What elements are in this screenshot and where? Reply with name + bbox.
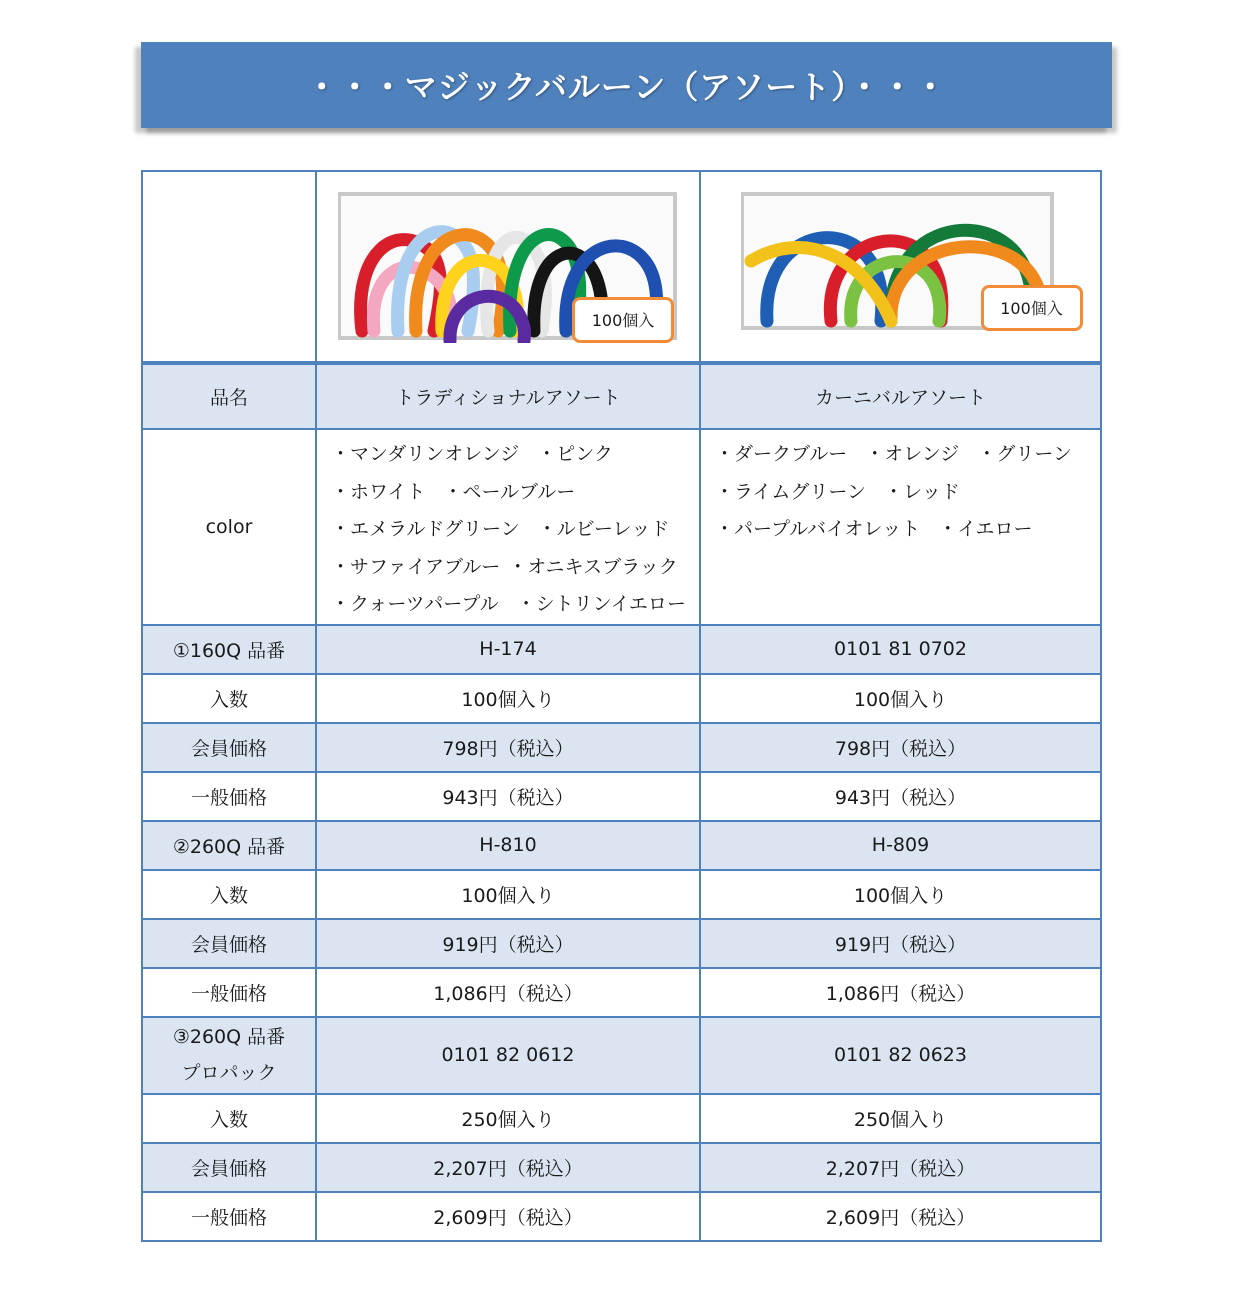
row-label: 入数 [142, 1094, 316, 1143]
value-carnival: 2,207円（税込） [700, 1143, 1101, 1192]
value-traditional: 1,086円（税込） [316, 968, 700, 1017]
color-item: ・ピンク [537, 443, 613, 465]
page-title: ・・・マジックバルーン（アソート）・・・ [305, 68, 948, 106]
row-label: 一般価格 [142, 1192, 316, 1241]
color-line [331, 586, 699, 624]
value-traditional: 919円（税込） [316, 919, 700, 968]
value-carnival: 100個入り [700, 870, 1101, 919]
value-carnival: 0101 81 0702 [700, 625, 1101, 674]
color-item: ・エメラルドグリーン [331, 518, 520, 540]
row-label [142, 1017, 316, 1094]
color-item: ・ホワイト [331, 480, 426, 503]
value-traditional: 0101 82 0612 [316, 1017, 700, 1094]
product-image-traditional [338, 191, 678, 343]
product-name-traditional: トラディショナルアソート [316, 363, 700, 429]
row-label: 会員価格 [142, 919, 316, 968]
color-item: ・クォーツパープル [331, 593, 499, 615]
color-item: ・サファイアブルー [331, 555, 501, 578]
spec-row [142, 723, 1101, 772]
row-label: ①160Q 品番 [142, 625, 316, 674]
value-traditional: 100個入り [316, 674, 700, 723]
value-carnival: 0101 82 0623 [700, 1017, 1101, 1094]
row-label: 一般価格 [142, 968, 316, 1017]
color-line [331, 436, 699, 474]
spec-row [142, 968, 1101, 1017]
color-line [331, 474, 699, 512]
color-row [142, 429, 1101, 625]
spec-row [142, 870, 1101, 919]
spec-row [142, 772, 1101, 821]
color-item: ・シトリンイエロー [516, 593, 686, 615]
spec-row [142, 1017, 1101, 1094]
spec-row [142, 674, 1101, 723]
color-item: ・マンダリンオレンジ [331, 443, 520, 465]
row-label: 一般価格 [142, 772, 316, 821]
color-line [715, 511, 1100, 549]
color-item: ・ライムグリーン [715, 480, 867, 503]
row-label: 入数 [142, 674, 316, 723]
product-name-carnival: カーニバルアソート [700, 363, 1101, 429]
product-image-cell-traditional [316, 171, 700, 363]
value-carnival: 2,609円（税込） [700, 1192, 1101, 1241]
color-item: ・オレンジ [865, 443, 960, 465]
spec-row [142, 1143, 1101, 1192]
quantity-badge-traditional: 100個入 [572, 297, 674, 343]
value-carnival: H-809 [700, 821, 1101, 870]
value-traditional: 250個入り [316, 1094, 700, 1143]
color-line [331, 549, 699, 587]
color-list-traditional [316, 429, 700, 625]
row-label: 品名 [142, 363, 316, 429]
color-line [331, 511, 699, 549]
value-traditional: H-174 [316, 625, 700, 674]
value-traditional: 2,609円（税込） [316, 1192, 700, 1241]
value-traditional: H-810 [316, 821, 700, 870]
row-label: color [142, 429, 316, 625]
product-name-row [142, 363, 1101, 429]
color-item: ・パープルバイオレット [715, 518, 921, 540]
row-label: ②260Q 品番 [142, 821, 316, 870]
value-traditional: 943円（税込） [316, 772, 700, 821]
value-carnival: 1,086円（税込） [700, 968, 1101, 1017]
spec-row [142, 919, 1101, 968]
value-carnival: 798円（税込） [700, 723, 1101, 772]
row-label: 会員価格 [142, 723, 316, 772]
color-item: ・ルビーレッド [537, 518, 670, 540]
spec-row [142, 821, 1101, 870]
value-traditional: 100個入り [316, 870, 700, 919]
spec-row [142, 1094, 1101, 1143]
value-carnival: 943円（税込） [700, 772, 1101, 821]
color-list-carnival [700, 429, 1101, 625]
color-item: ・グリーン [977, 443, 1072, 465]
image-row [142, 171, 1101, 363]
product-image-cell-carnival [700, 171, 1101, 363]
row-label-line1: ③260Q 品番 [172, 1026, 286, 1048]
color-item: ・ダークブルー [715, 443, 848, 465]
color-item: ・オニキスブラック [508, 555, 678, 578]
title-banner [141, 42, 1112, 128]
spec-row [142, 625, 1101, 674]
value-carnival: 250個入り [700, 1094, 1101, 1143]
color-item: ・ペールブルー [443, 480, 576, 503]
color-line [715, 436, 1100, 474]
row-label: 入数 [142, 870, 316, 919]
color-item: ・レッド [884, 480, 960, 503]
color-line [715, 474, 1100, 512]
value-traditional: 798円（税込） [316, 723, 700, 772]
spec-row [142, 1192, 1101, 1241]
product-table [141, 170, 1102, 1242]
value-carnival: 919円（税込） [700, 919, 1101, 968]
row-label: 会員価格 [142, 1143, 316, 1192]
color-item: ・イエロー [938, 518, 1033, 540]
product-image-carnival [741, 191, 1061, 343]
row-label-line2: プロパック [181, 1062, 277, 1084]
value-carnival: 100個入り [700, 674, 1101, 723]
empty-header-cell [142, 171, 316, 363]
value-traditional: 2,207円（税込） [316, 1143, 700, 1192]
quantity-badge-carnival: 100個入 [981, 285, 1083, 331]
